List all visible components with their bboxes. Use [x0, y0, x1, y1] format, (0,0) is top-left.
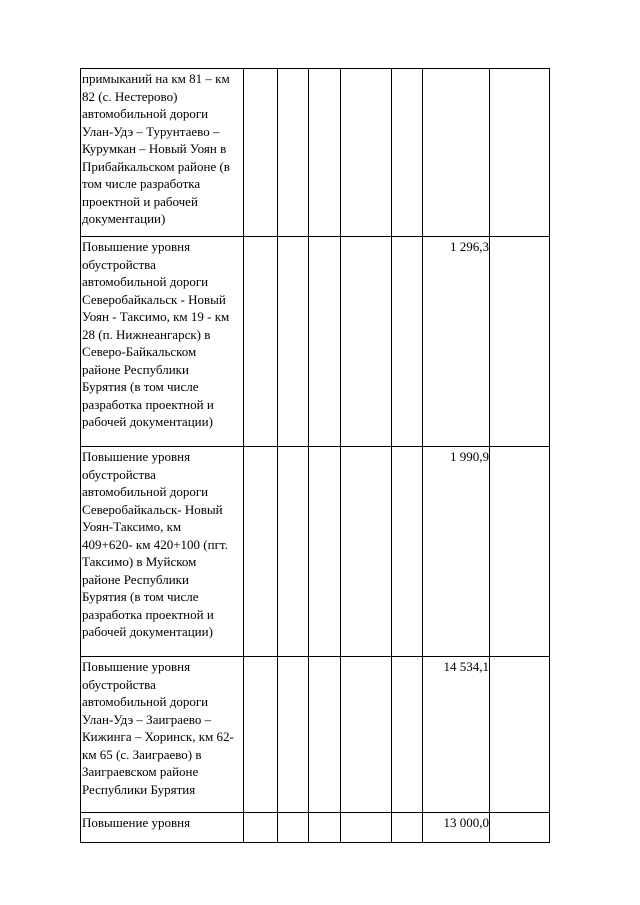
empty-cell [309, 69, 341, 237]
empty-cell [490, 447, 550, 657]
object-name: Повышение уровня [82, 815, 191, 830]
amount-cell: 1 296,3 [423, 237, 490, 447]
empty-cell [341, 69, 392, 237]
object-name-cell [81, 813, 244, 843]
empty-cell [490, 69, 550, 237]
empty-cell [309, 237, 341, 447]
empty-cell [341, 237, 392, 447]
table-row [81, 447, 550, 657]
table-row [81, 69, 550, 237]
table-row [81, 237, 550, 447]
object-name: Повышение уровня обустройства автомобильной дороги Северобайкальск - Новый Уоян - Таксимо, км 19 - км 28 (п. Нижнеангарск) в Северо-Байкальском районе Республики Бурятия (в том числе разработка проектной и рабочей документации) [82, 239, 230, 429]
empty-cell [309, 447, 341, 657]
object-name-cell [81, 237, 244, 447]
empty-cell [392, 657, 423, 813]
empty-cell [244, 447, 278, 657]
empty-cell [278, 657, 309, 813]
empty-cell [309, 657, 341, 813]
empty-cell [341, 447, 392, 657]
empty-cell [244, 657, 278, 813]
empty-cell [490, 657, 550, 813]
table-row [81, 657, 550, 813]
empty-cell [278, 447, 309, 657]
empty-cell [392, 813, 423, 843]
empty-cell [392, 69, 423, 237]
amount-cell [423, 69, 490, 237]
budget-table [80, 68, 550, 843]
empty-cell [341, 813, 392, 843]
object-name: примыканий на км 81 – км 82 (с. Нестерово) автомобильной дороги Улан-Удэ – Турунтаево – Курумкан – Новый Уоян в Прибайкальском районе (в том числе разработка проектной и рабочей документации) [82, 71, 230, 226]
empty-cell [278, 69, 309, 237]
empty-cell [490, 237, 550, 447]
empty-cell [278, 813, 309, 843]
amount-cell: 1 990,9 [423, 447, 490, 657]
amount-cell: 13 000,0 [423, 813, 490, 843]
amount-cell: 14 534,1 [423, 657, 490, 813]
empty-cell [244, 69, 278, 237]
empty-cell [392, 447, 423, 657]
object-name: Повышение уровня обустройства автомобильной дороги Улан-Удэ – Заиграево – Кижинга – Хоринск, км 62- км 65 (с. Заиграево) в Заиграевском районе Республики Бурятия [82, 659, 234, 797]
object-name-cell [81, 657, 244, 813]
empty-cell [244, 813, 278, 843]
empty-cell [244, 237, 278, 447]
empty-cell [490, 813, 550, 843]
empty-cell [341, 657, 392, 813]
object-name-cell [81, 447, 244, 657]
empty-cell [309, 813, 341, 843]
empty-cell [278, 237, 309, 447]
object-name-cell [81, 69, 244, 237]
object-name: Повышение уровня обустройства автомобильной дороги Северобайкальск- Новый Уоян-Таксимо, км 409+620- км 420+100 (пгт. Таксимо) в Муйском районе Республики Бурятия (в том числе разработка проектной и рабочей документации) [82, 449, 228, 639]
table-row [81, 813, 550, 843]
empty-cell [392, 237, 423, 447]
